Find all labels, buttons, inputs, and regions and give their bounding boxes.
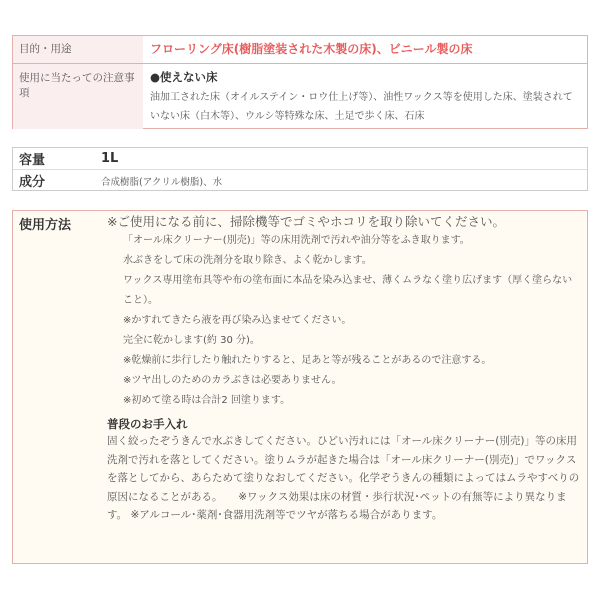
ingredients-label: 成分 xyxy=(19,175,46,190)
care-text: 固く絞ったぞうきんで水ぶきしてください。ひどい汚れには「オール床クリーナー(別売)」等の床用洗剤で汚れを落としてください。塗りムラが起きた場合は「オール床クリーナー(別売)」でワックスを落としてから、あらためて塗りなおしてください。化学ぞうきんの種類によってはムラやすべりの原因になることがある。 ※ワックス効果は床の材質・歩行状況･ペットの有無等により異なります。 ※アルコール･薬剤･食器用洗剤等でツヤが落ちる場合があります。 xyxy=(107,435,580,521)
caution-label: 使用に当たっての注意事項 xyxy=(13,64,143,129)
usage-step: ※ご使用になる前に、掃除機等でゴミやホコリを取り除いてください。 xyxy=(107,214,505,229)
capacity-row xyxy=(13,148,587,170)
care-title: 普段のお手入れ xyxy=(107,417,188,431)
purpose-label: 目的・用途 xyxy=(13,36,143,63)
caution-body: 油加工された床（オイルステイン・ロウ仕上げ等）、油性ワックス等を使用した床、塗装されていない床（白木等）、ウルシ等特殊な床、土足で歩く床、石床 xyxy=(150,92,573,122)
purpose-row xyxy=(13,36,587,64)
usage-step: ※ツヤ出しのためのカラぶきは必要ありません。 xyxy=(123,375,342,386)
usage-step: ※初めて塗る時は合計2 回塗ります。 xyxy=(123,395,291,406)
purpose-value: フローリング床(樹脂塗装された木製の床)、ビニール製の床 xyxy=(150,42,473,56)
specs-table xyxy=(12,147,588,191)
usage-step: 「オール床クリーナー(別売)」等の床用洗剤で汚れや油分等をふき取ります。 xyxy=(123,235,470,246)
usage-section xyxy=(12,210,588,564)
usage-step: ※かすれてきたら液を再び染み込ませてください。 xyxy=(123,315,352,326)
care-block xyxy=(107,416,583,525)
purpose-caution-table xyxy=(12,35,588,129)
usage-steps xyxy=(107,213,581,411)
capacity-label: 容量 xyxy=(19,153,46,168)
usage-step: 水ぶきをして床の洗剤分を取り除き、よく乾かします。 xyxy=(123,255,372,266)
capacity-value: 1L xyxy=(101,151,119,166)
usage-step: ワックス専用塗布具等や布の塗布面に本品を染み込ませ、薄くムラなく塗り広げます（厚く塗らないこと）。 xyxy=(123,275,573,306)
caution-row xyxy=(13,64,587,129)
ingredients-row xyxy=(13,170,587,191)
usage-step: 完全に乾かします(約 30 分)。 xyxy=(123,335,260,346)
caution-heading: ●使えない床 xyxy=(150,70,218,84)
caution-value xyxy=(143,64,587,129)
ingredients-value: 合成樹脂(アクリル樹脂)、水 xyxy=(101,176,223,188)
usage-title: 使用方法 xyxy=(19,218,72,233)
usage-step: ※乾燥前に歩行したり触れたりすると、足あと等が残ることがあるので注意する。 xyxy=(123,355,492,366)
